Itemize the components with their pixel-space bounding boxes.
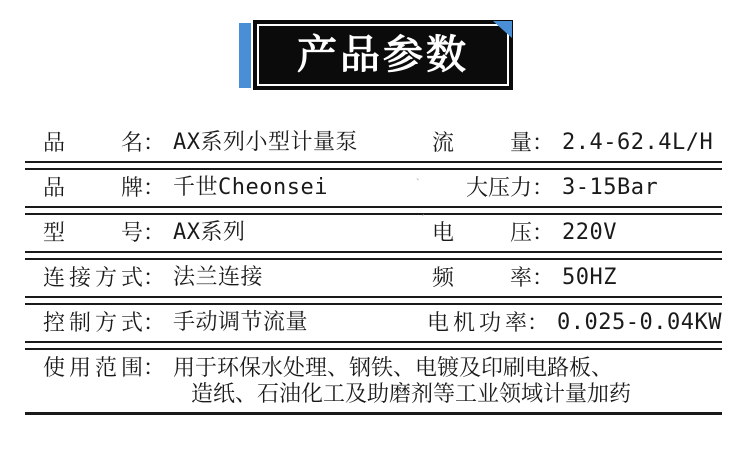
spec-cell-motor-power xyxy=(425,310,722,336)
label-colon: ： xyxy=(532,265,555,290)
label-colon: ： xyxy=(143,130,166,155)
spec-value-multiline xyxy=(173,355,631,407)
label-colon: ： xyxy=(527,310,550,335)
label-colon: ： xyxy=(532,175,555,200)
table-row xyxy=(25,348,722,415)
page-title: 产品参数 xyxy=(297,33,469,77)
spec-cell-max-pressure xyxy=(415,174,722,217)
spec-cell-model xyxy=(25,220,430,246)
spec-value: 2.4-62.4L/H xyxy=(562,130,714,155)
spec-label: 连接方式 xyxy=(43,265,143,290)
spec-value: 50HZ xyxy=(562,265,617,290)
header-inner-frame xyxy=(257,24,509,86)
label-colon: ： xyxy=(143,175,166,200)
spec-cell-brand xyxy=(25,175,430,201)
spec-value: 法兰连接 xyxy=(173,265,264,290)
spec-cell-control-mode xyxy=(25,310,425,336)
spec-cell-voltage xyxy=(430,220,722,246)
table-row xyxy=(25,258,722,298)
spec-cell-usage-range xyxy=(25,355,631,407)
spec-label: 控制方式 xyxy=(43,310,143,335)
spec-table xyxy=(25,125,722,415)
label-colon: ： xyxy=(143,355,166,380)
spec-label: 电压 xyxy=(432,220,532,245)
label-colon: ： xyxy=(532,130,555,155)
label-colon: ： xyxy=(143,265,166,290)
table-row xyxy=(25,168,722,217)
spec-cell-frequency xyxy=(430,265,722,291)
label-colon: ： xyxy=(143,310,166,335)
spec-label: 流量 xyxy=(432,130,532,155)
table-row xyxy=(25,125,722,163)
spec-value: 千世Cheonsei xyxy=(173,175,328,200)
header-banner xyxy=(253,20,513,90)
table-row xyxy=(25,303,722,343)
spec-value: AX系列 xyxy=(173,220,246,245)
label-colon: ： xyxy=(143,220,166,245)
spec-label: 频率 xyxy=(432,265,532,290)
usage-line-1: 用于环保水处理、钢铁、电镀及印刷电路板、 xyxy=(173,355,614,380)
spec-label: 品名 xyxy=(43,130,143,155)
spec-label: 型号 xyxy=(43,220,143,245)
spec-value: 手动调节流量 xyxy=(173,310,309,335)
spec-value: 3-15Bar xyxy=(562,175,659,200)
label-colon: ： xyxy=(532,220,555,245)
spec-value: 220V xyxy=(562,220,617,245)
usage-line-2: 造纸、石油化工及助磨剂等工业领域计量加药 xyxy=(191,381,632,406)
spec-cell-product-name xyxy=(25,130,430,156)
spec-label: 电机功率 xyxy=(427,310,528,335)
spec-label: 品牌 xyxy=(43,175,143,200)
spec-cell-flow-rate xyxy=(430,130,722,156)
table-row xyxy=(25,213,722,253)
spec-value: AX系列小型计量泵 xyxy=(173,130,359,155)
erased-watermark-artifact: ˋ ˏ xyxy=(415,174,432,217)
spec-value: 0.025-0.04KW xyxy=(557,310,722,335)
spec-label: 大压力 xyxy=(465,175,532,200)
spec-cell-connection xyxy=(25,265,430,291)
header-accent-bar xyxy=(239,23,251,88)
spec-label: 使用范围 xyxy=(43,355,143,380)
